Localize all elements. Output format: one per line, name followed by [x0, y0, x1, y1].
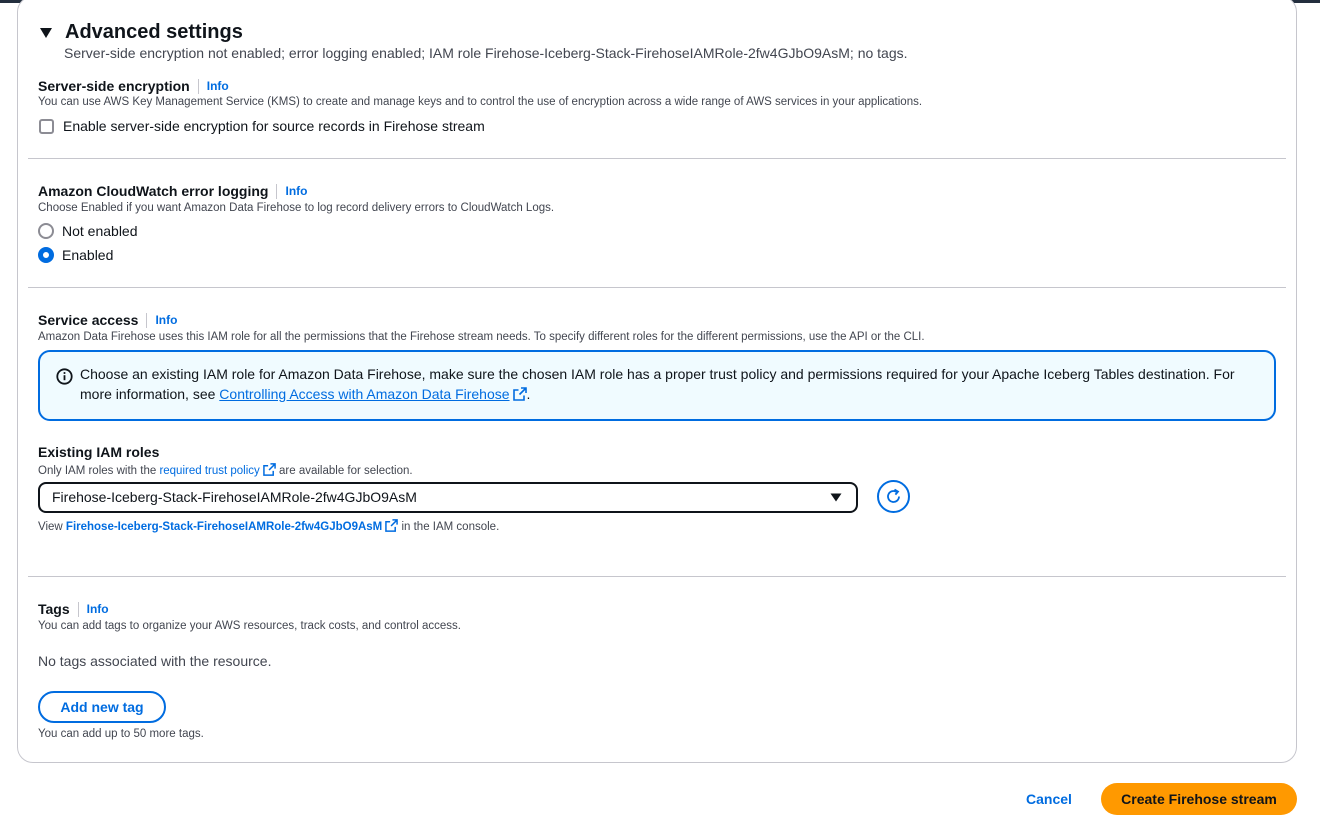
- logging-info-link[interactable]: Info: [285, 184, 308, 198]
- separator: [276, 184, 277, 199]
- service-access-header: [38, 312, 177, 328]
- radio-label[interactable]: Enabled: [62, 247, 114, 263]
- encryption-info-link[interactable]: Info: [206, 79, 229, 93]
- section-title: Advanced settings: [65, 21, 243, 43]
- divider: [28, 287, 1286, 288]
- encryption-checkbox[interactable]: [39, 119, 54, 134]
- tags-info-link[interactable]: Info: [86, 602, 109, 616]
- no-tags-text: No tags associated with the resource.: [38, 653, 272, 669]
- radio-label[interactable]: Not enabled: [62, 223, 138, 239]
- logging-header: [38, 183, 307, 199]
- divider: [28, 576, 1286, 577]
- trust-policy-link[interactable]: required trust policy: [159, 465, 260, 477]
- refresh-icon: [885, 488, 902, 505]
- external-link-icon[interactable]: [263, 463, 276, 476]
- hint-suffix: are available for selection.: [279, 465, 413, 477]
- selected-role: Firehose-Iceberg-Stack-FirehoseIAMRole-2fw4GJbO9AsM: [52, 489, 417, 505]
- logging-option-enabled[interactable]: [38, 247, 113, 263]
- encryption-checkbox-label[interactable]: Enable server-side encryption for source records in Firehose stream: [63, 118, 485, 134]
- tags-description: You can add tags to organize your AWS resources, track costs, and control access.: [38, 620, 461, 632]
- logging-label: Amazon CloudWatch error logging: [38, 183, 269, 199]
- iam-role-console-link[interactable]: Firehose-Iceberg-Stack-FirehoseIAMRole-2fw4GJbO9AsM: [65, 521, 383, 533]
- separator: [198, 79, 199, 94]
- create-firehose-stream-button[interactable]: Create Firehose stream: [1101, 783, 1297, 815]
- separator: [78, 602, 79, 617]
- cancel-button[interactable]: Cancel: [1026, 791, 1072, 807]
- caret-down-icon: [39, 27, 53, 39]
- external-link-icon[interactable]: [385, 519, 398, 532]
- existing-roles-label: Existing IAM roles: [38, 444, 160, 460]
- radio-not-enabled[interactable]: [38, 223, 54, 239]
- separator: [146, 313, 147, 328]
- add-new-tag-button[interactable]: Add new tag: [38, 691, 166, 723]
- alert-text-line1: Choose an existing IAM role for Amazon Data Firehose, make sure the chosen IAM role has a proper trust policy and permissions required for your Apache Iceberg Tables destination. For: [80, 366, 1235, 382]
- encryption-label: Server-side encryption: [38, 78, 190, 94]
- iam-role-select[interactable]: [38, 482, 858, 513]
- encryption-description: You can use AWS Key Management Service (KMS) to create and manage keys and to control the use of encryption across a wide range of AWS services in your applications.: [38, 96, 923, 108]
- advanced-settings-toggle[interactable]: [39, 21, 243, 44]
- view-role-text: [38, 519, 499, 533]
- view-prefix: View: [38, 521, 63, 533]
- refresh-roles-button[interactable]: [877, 480, 910, 513]
- tags-limit-text: You can add up to 50 more tags.: [38, 728, 204, 740]
- tags-label: Tags: [38, 601, 70, 617]
- advanced-settings-container: [17, 0, 1297, 763]
- service-access-description: Amazon Data Firehose uses this IAM role for all the permissions that the Firehose stream needs. To specify different roles for the different permissions, use the API or the CLI.: [38, 331, 925, 343]
- existing-roles-hint: [38, 463, 413, 477]
- view-suffix: in the IAM console.: [401, 521, 500, 533]
- dropdown-arrow-icon: [830, 493, 842, 502]
- radio-enabled[interactable]: [38, 247, 54, 263]
- service-access-label: Service access: [38, 312, 139, 328]
- hint-prefix: Only IAM roles with the: [38, 465, 157, 477]
- alert-text-line2: [80, 386, 530, 402]
- section-summary: Server-side encryption not enabled; error logging enabled; IAM role Firehose-Iceberg-Stack-FirehoseIAMRole-2fw4GJbO9AsM; no tags.: [64, 45, 908, 61]
- alert-suffix: .: [526, 386, 531, 402]
- info-alert: [38, 350, 1276, 421]
- logging-description: Choose Enabled if you want Amazon Data Firehose to log record delivery errors to CloudWatch Logs.: [38, 202, 555, 214]
- divider: [28, 158, 1286, 159]
- tags-header: [38, 601, 109, 617]
- encryption-checkbox-row[interactable]: [39, 118, 485, 134]
- controlling-access-link[interactable]: Controlling Access with Amazon Data Firehose: [219, 386, 510, 402]
- logging-option-not-enabled[interactable]: [38, 223, 138, 239]
- info-icon: [56, 368, 73, 385]
- encryption-header: [38, 78, 229, 94]
- alert-text-prefix: more information, see: [80, 386, 216, 402]
- service-access-info-link[interactable]: Info: [155, 313, 178, 327]
- external-link-icon[interactable]: [513, 387, 527, 401]
